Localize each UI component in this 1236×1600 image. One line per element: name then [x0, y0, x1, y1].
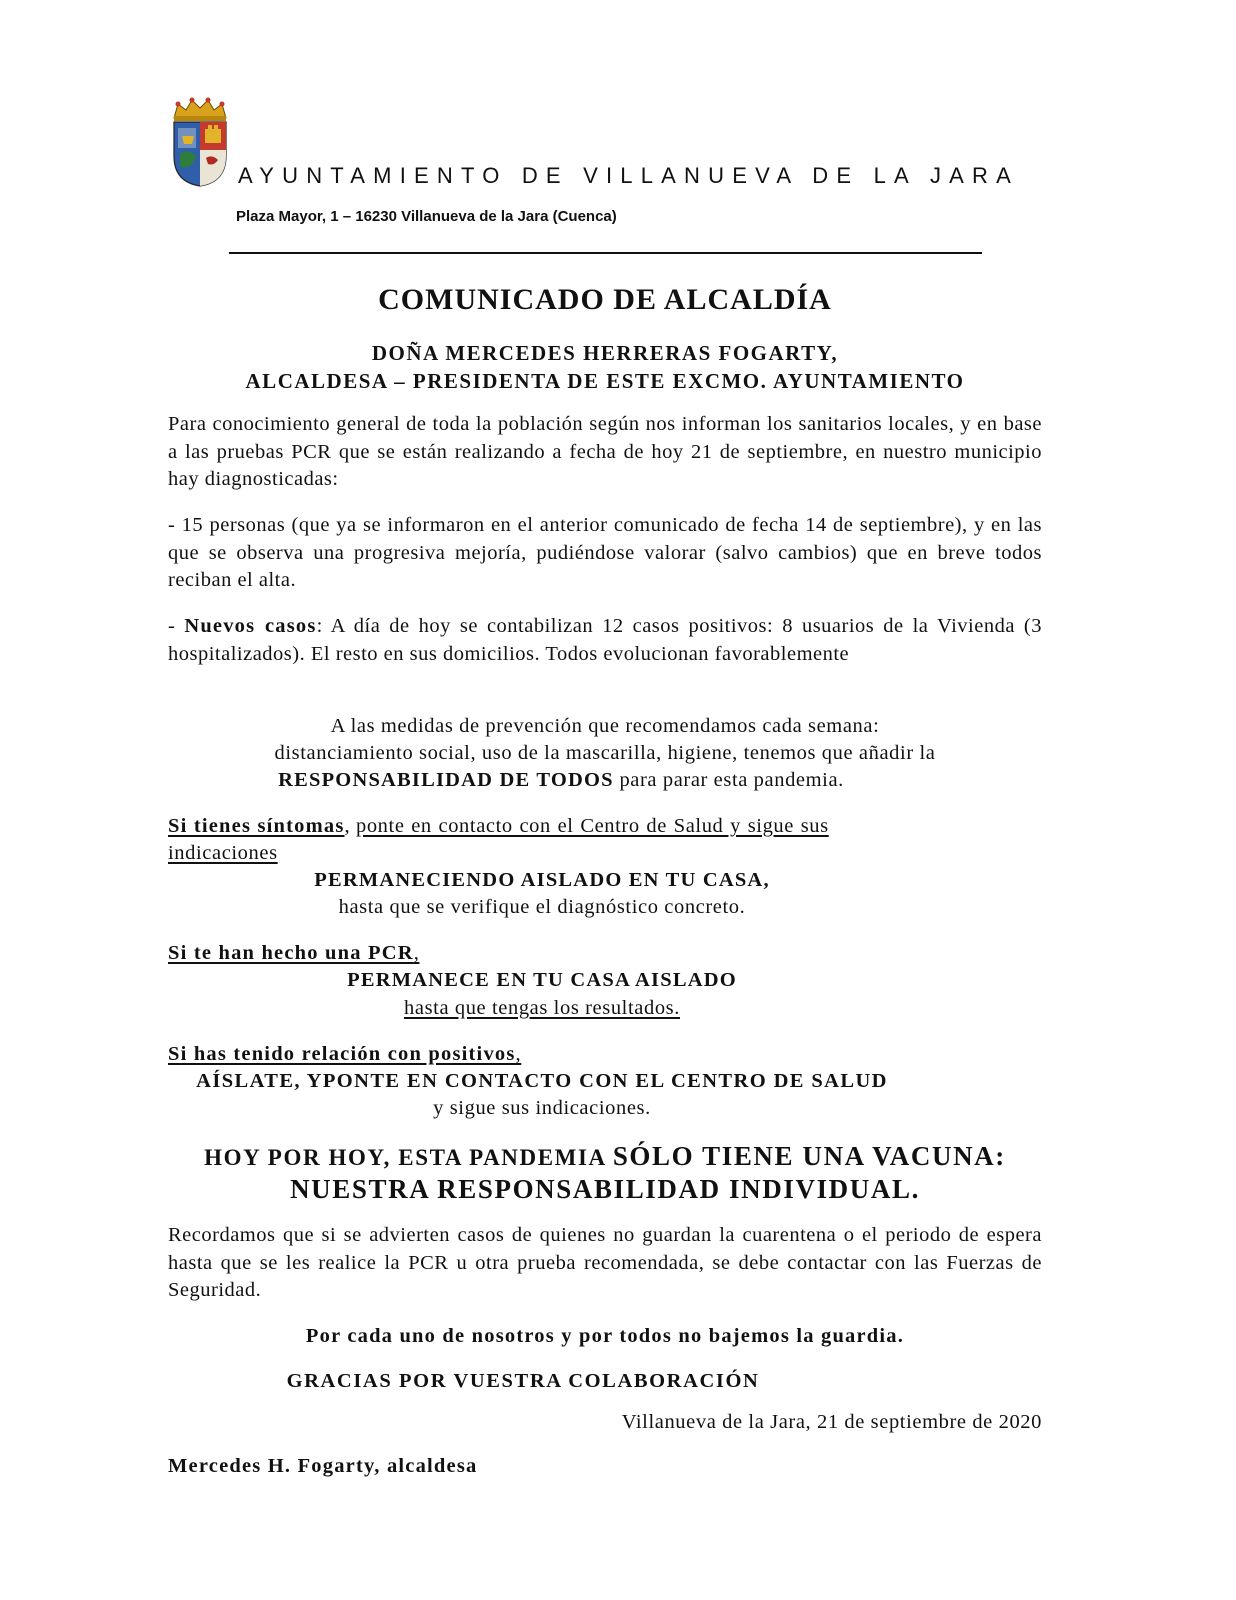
- symptoms-lead-comma: ,: [344, 815, 356, 837]
- coat-of-arms-icon: [168, 96, 232, 188]
- prevention-line-2: distanciamiento social, uso de la mascarilla, higiene, tenemos que añadir la: [274, 742, 936, 764]
- pcr-instruction: PERMANECE EN TU CASA AISLADO: [347, 969, 737, 991]
- symptoms-lead-rest-2: indicaciones: [168, 842, 278, 864]
- closing-line: Por cada uno de nosotros y por todos no bajemos la guardia.: [305, 1325, 905, 1347]
- author-role: ALCALDESA – PRESIDENTA DE ESTE EXCMO. AYUNTAMIENTO: [245, 369, 965, 393]
- intro-paragraph: [168, 411, 1042, 494]
- header-divider: [229, 252, 982, 254]
- pcr-lead: [168, 940, 419, 968]
- prevention-line-3-rest: para parar esta pandemia.: [613, 769, 844, 791]
- slogan-line-2: NUESTRA RESPONSABILIDAD INDIVIDUAL.: [290, 1174, 920, 1204]
- signature: Mercedes H. Fogarty, alcaldesa: [168, 1455, 478, 1477]
- existing-cases-paragraph: [168, 512, 1042, 595]
- new-cases-text: : A día de hoy se contabilizan 12 casos positivos: 8 usuarios de la Vivienda (3 hospitalizados). El resto en sus domicilios. Todos evolucionan favorablemente: [168, 615, 1042, 665]
- reminder-paragraph: [168, 1222, 1042, 1305]
- slogan-line-1-a: HOY POR HOY, ESTA PANDEMIA: [204, 1145, 613, 1170]
- document-date: Villanueva de la Jara, 21 de septiembre de 2020: [621, 1411, 1042, 1433]
- slogan-line-1-b: SÓLO TIENE UNA VACUNA:: [612, 1141, 1006, 1171]
- new-cases-paragraph: [168, 613, 1042, 668]
- reminder-text: Recordamos que si se advierten casos de quienes no guardan la cuarentena o el periodo de espera hasta que se les realice la PCR u otra prueba recomendada, se debe contactar con las Fuerzas de Seguridad.: [168, 1224, 1042, 1301]
- pcr-detail-wrap: [105, 995, 979, 1023]
- contact-lead-comma: ,: [515, 1043, 522, 1065]
- new-cases-label: Nuevos casos: [184, 615, 317, 637]
- new-cases-prefix: -: [168, 615, 185, 637]
- contact-instruction: AÍSLATE, YPONTE EN CONTACTO CON EL CENTRO DE SALUD: [196, 1070, 888, 1092]
- symptoms-lead-bold: Si tienes síntomas: [168, 815, 345, 837]
- symptoms-instruction: PERMANECIENDO AISLADO EN TU CASA,: [314, 869, 770, 891]
- intro-text: Para conocimiento general de toda la población según nos informan los sanitarios locales, y en base a las pruebas PCR que se están realizando a fecha de hoy 21 de septiembre, en nuestro municipio hay diagnosticadas:: [168, 413, 1042, 490]
- symptoms-detail: hasta que se verifique el diagnóstico concreto.: [338, 896, 746, 918]
- slogan-line-1: [0, 1140, 1210, 1174]
- author-name: DOÑA MERCEDES HERRERAS FOGARTY,: [371, 341, 839, 365]
- pcr-lead-bold: Si te han hecho una PCR: [168, 942, 414, 964]
- document-title: COMUNICADO DE ALCALDÍA: [378, 283, 832, 316]
- prevention-line-1: A las medidas de prevención que recomendamos cada semana:: [330, 715, 880, 737]
- contact-detail: y sigue sus indicaciones.: [433, 1097, 651, 1119]
- pcr-lead-comma: ,: [413, 942, 420, 964]
- symptoms-lead-rest: ponte en contacto con el Centro de Salud y sigue sus: [355, 815, 829, 837]
- contact-lead-bold: Si has tenido relación con positivos: [168, 1043, 516, 1065]
- responsibility-emphasis: RESPONSABILIDAD DE TODOS: [278, 769, 614, 791]
- existing-cases-text: - 15 personas (que ya se informaron en el anterior comunicado de fecha 14 de septiembre), y en las que se observa una progresiva mejoría, pudiéndose valorar (salvo cambios) que en breve todos reciban el alta.: [168, 514, 1042, 591]
- pcr-detail: hasta que tengas los resultados.: [404, 997, 680, 1019]
- organization-name: AYUNTAMIENTO DE VILLANUEVA DE LA JARA: [238, 163, 1020, 188]
- thanks-line: GRACIAS POR VUESTRA COLABORACIÓN: [286, 1370, 760, 1392]
- contact-lead: [168, 1041, 521, 1069]
- prevention-line-3: [168, 767, 954, 795]
- organization-address: Plaza Mayor, 1 – 16230 Villanueva de la Jara (Cuenca): [236, 208, 617, 225]
- symptoms-lead: [168, 813, 1042, 841]
- symptoms-lead-continued: [168, 840, 278, 868]
